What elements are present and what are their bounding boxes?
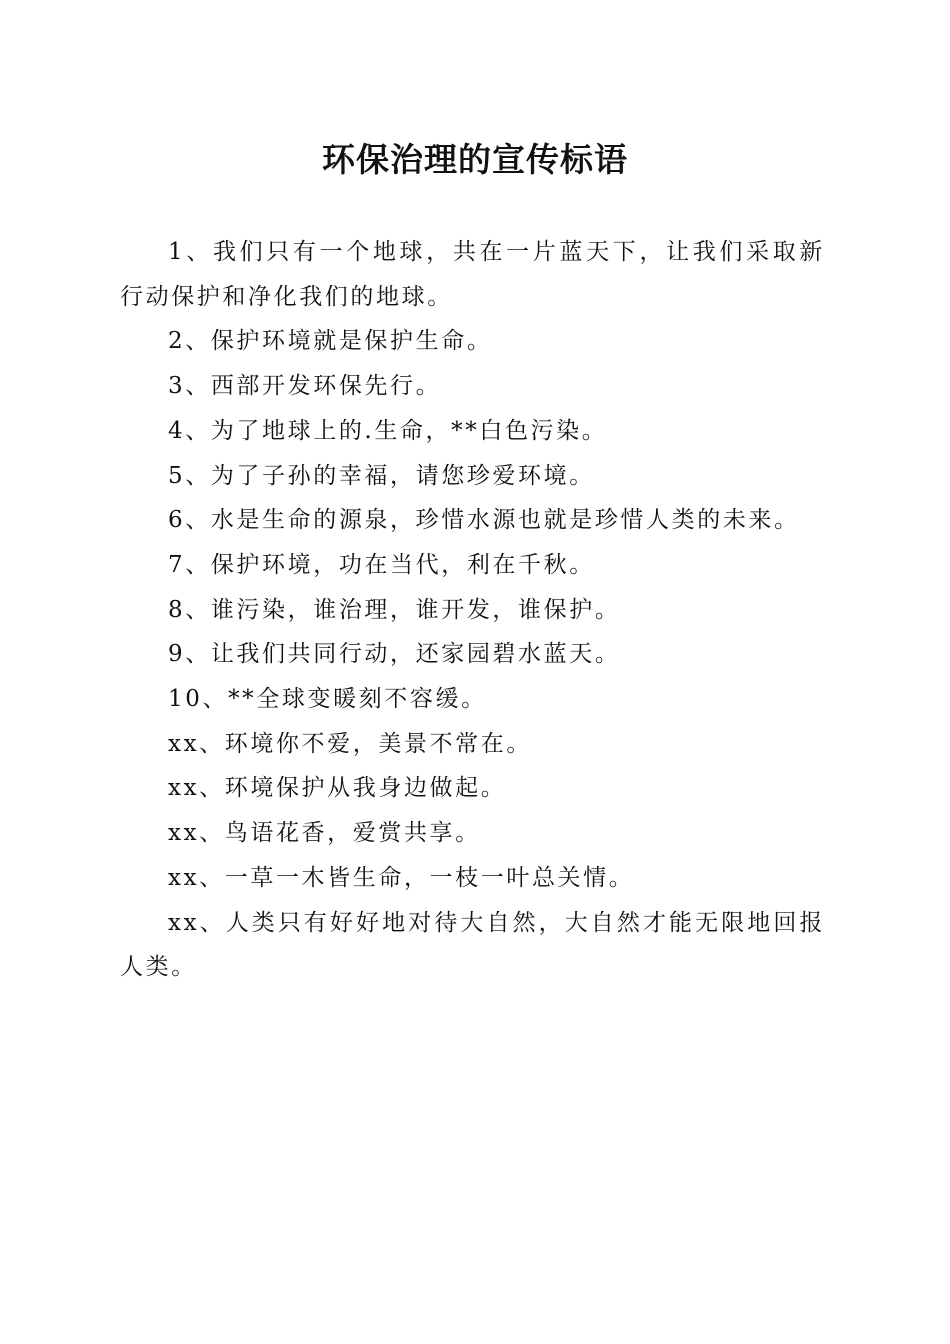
document-body — [120, 230, 825, 990]
slogan-paragraph-3: 3、西部开发环保先行。 — [168, 373, 442, 400]
slogan-paragraph-10: 10、**全球变暖刻不容缓。 — [168, 686, 487, 713]
slogan-paragraph-2: 2、保护环境就是保护生命。 — [168, 328, 493, 355]
slogan-paragraph-1: 1、我们只有一个地球，共在一片蓝天下，让我们采取新行动保护和净化我们的地球。 — [120, 239, 825, 310]
slogan-paragraph-11: xx、环境你不爱，美景不常在。 — [168, 730, 532, 757]
slogan-paragraph-6: 6、水是生命的源泉，珍惜水源也就是珍惜人类的未来。 — [168, 507, 800, 534]
document-title: 环保治理的宣传标语 — [322, 140, 628, 179]
slogan-paragraph-13: xx、鸟语花香，爱赏共享。 — [168, 820, 481, 847]
slogan-paragraph-12: xx、环境保护从我身边做起。 — [168, 775, 507, 802]
slogan-paragraph-15: xx、人类只有好好地对待大自然，大自然才能无限地回报人类。 — [120, 909, 825, 981]
slogan-paragraph-8: 8、谁污染，谁治理，谁开发，谁保护。 — [168, 596, 621, 623]
slogan-paragraph-5: 5、为了子孙的幸福，请您珍爱环境。 — [168, 462, 595, 489]
slogan-paragraph-7: 7、保护环境，功在当代，利在千秋。 — [168, 551, 595, 578]
slogan-paragraph-9: 9、让我们共同行动，还家园碧水蓝天。 — [168, 641, 621, 668]
slogan-paragraph-14: xx、一草一木皆生命，一枝一叶总关情。 — [168, 864, 635, 891]
slogan-paragraph-4: 4、为了地球上的.生命，**白色污染。 — [168, 417, 608, 444]
